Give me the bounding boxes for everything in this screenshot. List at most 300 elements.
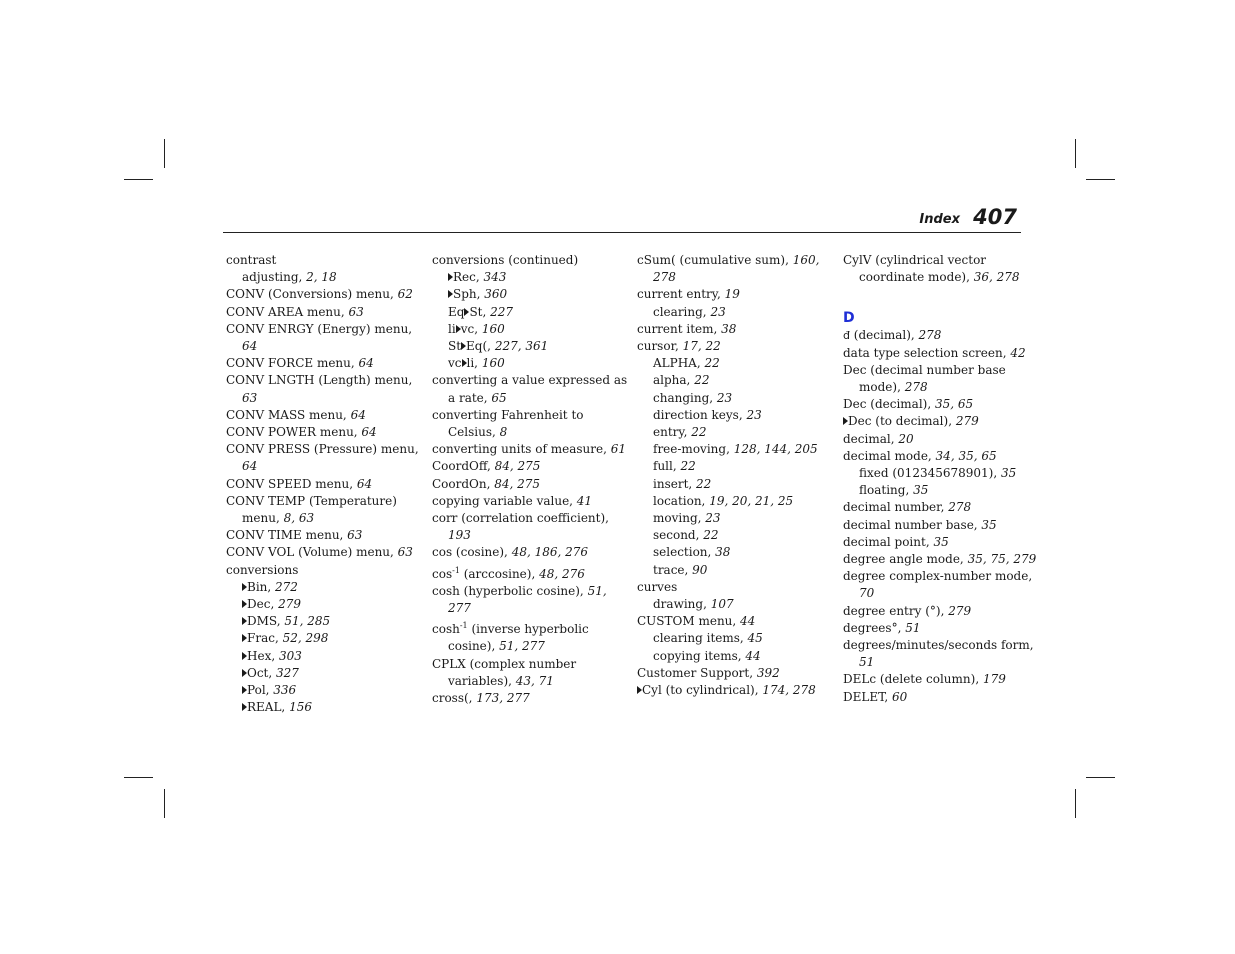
entry-term: Bin, — [247, 579, 276, 594]
page-refs: 279 — [955, 414, 979, 429]
superscript: -1 — [459, 621, 468, 631]
page-refs: 64 — [358, 356, 374, 371]
index-subentry — [432, 638, 622, 655]
index-entry — [432, 583, 622, 600]
index-entry — [637, 682, 827, 699]
index-subentry — [843, 654, 1025, 671]
entry-term: Celsius, — [448, 425, 500, 440]
page-refs: 43, 71 — [515, 673, 554, 688]
entry-prefix: li — [448, 321, 456, 336]
page-number: 407 — [973, 205, 1017, 229]
page-refs: 45 — [747, 631, 763, 646]
entry-term: full, — [653, 459, 681, 474]
page-refs: 278 — [948, 500, 972, 515]
index-entry — [432, 617, 622, 638]
index-subentry — [843, 482, 1025, 499]
index-entry — [226, 544, 416, 561]
page-refs: 35, 65 — [934, 397, 974, 412]
page-refs: 156 — [289, 700, 312, 715]
entry-term: CONV FORCE menu, — [226, 356, 359, 371]
index-subentry — [637, 355, 827, 372]
page-refs: 23 — [710, 304, 726, 319]
page-refs: 23 — [746, 407, 762, 422]
entry-term: CONV MASS menu, — [226, 407, 351, 422]
index-entry — [432, 441, 627, 458]
index-subentry — [226, 682, 416, 699]
page-refs: 23 — [705, 511, 721, 526]
index-entry — [226, 441, 419, 458]
page-refs: 336 — [273, 683, 297, 698]
entry-term: DELc (delete column), — [843, 672, 983, 687]
page-refs: 35, 75, 279 — [967, 552, 1037, 567]
page-refs: 22 — [703, 528, 719, 543]
page-refs: 63 — [242, 390, 258, 405]
entry-term: drawing, — [653, 597, 711, 612]
index-subentry — [637, 596, 827, 613]
entry-term: Cyl (to cylindrical), — [642, 683, 763, 698]
entry-term: second, — [653, 528, 704, 543]
page-refs: 35 — [981, 517, 997, 532]
page-refs: 90 — [692, 562, 708, 577]
entry-term: cursor, — [637, 339, 683, 354]
page-refs: 64 — [361, 425, 377, 440]
entry-term: cross(, — [432, 691, 477, 706]
page-refs: 8 — [499, 425, 508, 440]
entry-term: decimal point, — [843, 534, 934, 549]
crop-mark — [1075, 789, 1076, 818]
index-entry — [637, 579, 827, 596]
page-refs: 62 — [397, 287, 413, 302]
page-refs: 278 — [904, 380, 928, 395]
entry-term: converting a value expressed as — [432, 373, 628, 388]
index-entry — [843, 431, 1025, 448]
entry-term: fixed (012345678901), — [859, 466, 1001, 481]
index-entry — [226, 493, 416, 510]
entry-term: entry, — [653, 425, 692, 440]
entry-term: Frac, — [247, 631, 283, 646]
page-refs: 19 — [724, 287, 740, 302]
page-refs: 160 — [481, 321, 505, 336]
page-refs: 173, 277 — [476, 691, 530, 706]
entry-term: current item, — [637, 321, 722, 336]
page-refs: 48, 276 — [539, 566, 585, 581]
entry-term: Sph, — [453, 287, 485, 302]
entry-term: CONV SPEED menu, — [226, 476, 357, 491]
superscript: -1 — [452, 565, 460, 575]
index-entry — [843, 637, 1034, 654]
entry-term: conversions (continued) — [432, 253, 579, 267]
index-subentry — [843, 269, 1025, 286]
index-subentry — [226, 630, 416, 647]
index-subentry — [637, 510, 827, 527]
index-subentry — [226, 510, 416, 527]
index-subentry — [432, 321, 622, 338]
index-entry — [843, 345, 1025, 362]
index-subentry — [226, 648, 416, 665]
entry-term: floating, — [859, 483, 914, 498]
index-subentry — [432, 355, 622, 372]
entry-term: clearing, — [653, 304, 711, 319]
entry-term: vc, — [460, 321, 482, 336]
page-refs: 51, 277 — [499, 639, 545, 654]
index-subentry — [637, 493, 827, 510]
index-entry — [843, 551, 1037, 568]
entry-term: CONV LNGTH (Length) menu, — [226, 373, 413, 388]
entry-term: CoordOn, — [432, 476, 495, 491]
entry-term: Dec (decimal), — [843, 397, 935, 412]
index-entry — [432, 656, 622, 673]
entry-term: li, — [466, 356, 482, 371]
index-subentry — [637, 441, 827, 458]
index-entry — [843, 362, 1025, 379]
entry-term: CPLX (complex number — [432, 656, 577, 671]
entry-term: decimal, — [843, 431, 899, 446]
index-subentry — [637, 269, 827, 286]
index-entry — [637, 252, 827, 269]
entry-prefix: St — [448, 339, 462, 354]
index-entry — [432, 252, 622, 269]
entry-term: degrees/minutes/seconds form, — [843, 638, 1034, 653]
entry-prefix: cosh — [432, 622, 460, 637]
entry-term: ALPHA, — [653, 356, 705, 371]
index-entry — [432, 562, 622, 583]
page-refs: 22 — [696, 476, 712, 491]
entry-term: Hex, — [247, 648, 279, 663]
page-refs: 392 — [756, 665, 780, 680]
index-column-3 — [637, 252, 827, 699]
page-refs: 44 — [740, 614, 756, 629]
entry-term: converting Fahrenheit to — [432, 407, 584, 422]
page-refs: 64 — [350, 407, 366, 422]
entry-term: decimal number base, — [843, 517, 982, 532]
index-entry — [843, 448, 1025, 465]
index-entry — [432, 544, 622, 561]
index-entry — [843, 327, 1025, 344]
entry-term: a rate, — [448, 390, 492, 405]
index-entry — [843, 568, 1033, 585]
page-refs: 63 — [348, 304, 364, 319]
entry-term: copying items, — [653, 648, 746, 663]
page-refs: 84, 275 — [494, 476, 541, 491]
page-refs: 227 — [490, 304, 514, 319]
index-entry — [843, 396, 1025, 413]
entry-term: adjusting, — [242, 270, 307, 285]
index-entry — [432, 372, 628, 389]
page-refs: 179 — [982, 672, 1006, 687]
entry-term: CONV POWER menu, — [226, 425, 362, 440]
page-refs: 63 — [347, 528, 363, 543]
index-letter-heading: D — [843, 310, 855, 327]
page-refs: 193 — [448, 528, 471, 543]
index-entry — [226, 562, 416, 579]
entry-term: menu, — [242, 511, 284, 526]
entry-term: St, — [469, 304, 491, 319]
index-subentry — [226, 338, 416, 355]
entry-prefix: cos — [432, 566, 453, 581]
index-entry — [226, 527, 416, 544]
entry-term: corr (correlation coefficient), — [432, 511, 609, 526]
section-title: Index — [919, 212, 960, 227]
crop-mark — [124, 179, 153, 180]
index-subentry — [637, 630, 827, 647]
page-refs: 2, 18 — [306, 270, 337, 285]
entry-term: curves — [637, 579, 678, 594]
entry-term: degrees°, — [843, 620, 906, 635]
entry-term: coordinate mode), — [859, 270, 974, 285]
index-entry — [637, 665, 827, 682]
page-refs: 64 — [356, 476, 373, 491]
entry-term: Pol, — [247, 683, 274, 698]
entry-term: trace, — [653, 562, 693, 577]
index-subentry — [226, 458, 416, 475]
entry-term: CONV VOL (Volume) menu, — [226, 545, 398, 560]
entry-term: degree complex-number mode, — [843, 569, 1033, 584]
entry-prefix: vc — [448, 356, 462, 371]
page-refs: 272 — [275, 579, 298, 594]
page-refs: 22 — [680, 459, 696, 474]
index-entry — [226, 372, 416, 389]
page-refs: 35 — [933, 534, 949, 549]
page-refs: 65 — [491, 390, 507, 405]
index-entry — [637, 321, 827, 338]
entry-term: changing, — [653, 390, 717, 405]
entry-term: CONV TIME menu, — [226, 528, 348, 543]
index-subentry — [432, 424, 622, 441]
page-refs: 343 — [483, 270, 507, 285]
index-subentry — [432, 286, 622, 303]
entry-term: direction keys, — [653, 407, 747, 422]
page-refs: 8, 63 — [283, 511, 315, 526]
index-subentry — [637, 304, 827, 321]
entry-term: cosh (hyperbolic cosine), — [432, 583, 588, 598]
index-subentry — [432, 600, 622, 617]
page-refs: 277 — [448, 601, 471, 616]
entry-term: contrast — [226, 253, 277, 267]
page-refs: 61 — [610, 442, 627, 457]
page-refs: 64 — [242, 339, 258, 354]
entry-term: mode), — [859, 380, 905, 395]
page-refs: 35 — [1000, 466, 1017, 481]
entry-term: selection, — [653, 545, 716, 560]
page-refs: 51 — [859, 655, 875, 670]
crop-mark — [164, 139, 165, 168]
index-subentry — [637, 648, 827, 665]
page-refs: 38 — [715, 545, 731, 560]
crop-mark — [1086, 777, 1115, 778]
index-subentry — [843, 465, 1025, 482]
index-entry — [226, 355, 416, 372]
page-refs: 42 — [1010, 345, 1026, 360]
page-refs: 22 — [704, 356, 720, 371]
page-refs: 107 — [710, 597, 734, 612]
entry-term: insert, — [653, 476, 697, 491]
index-subentry — [432, 390, 622, 407]
page-refs: 303 — [278, 648, 302, 663]
page-refs: 160, — [792, 253, 820, 267]
index-subentry — [432, 673, 622, 690]
entry-term: alpha, — [653, 373, 695, 388]
entry-term: Dec (decimal number base — [843, 362, 1006, 377]
page-refs: 19, 20, 21, 25 — [709, 493, 794, 508]
index-entry — [843, 534, 1025, 551]
page-refs: 44 — [745, 648, 761, 663]
index-entry — [226, 252, 416, 269]
index-entry — [226, 286, 416, 303]
entry-term: CONV AREA menu, — [226, 304, 349, 319]
entry-term: CylV (cylindrical vector — [843, 253, 987, 267]
page-refs: 17, 22 — [682, 339, 721, 354]
index-subentry — [226, 613, 416, 630]
index-entry — [637, 613, 827, 630]
page-refs: 70 — [859, 586, 875, 601]
index-entry — [432, 510, 622, 527]
decimal-symbol: đ — [843, 329, 850, 343]
entry-term: Dec (to decimal), — [848, 414, 956, 429]
index-subentry — [637, 544, 827, 561]
index-subentry — [637, 390, 827, 407]
entry-term: degree angle mode, — [843, 552, 968, 567]
index-entry — [843, 689, 1025, 706]
entry-term: location, — [653, 493, 710, 508]
page-refs: 227, 361 — [494, 339, 549, 354]
entry-term: converting units of measure, — [432, 442, 611, 457]
crop-mark — [124, 777, 153, 778]
index-entry — [637, 286, 827, 303]
page-refs: 327 — [276, 665, 299, 680]
index-subentry — [637, 527, 827, 544]
index-subentry — [226, 699, 416, 716]
page-refs: 278 — [653, 270, 676, 285]
entry-term: Customer Support, — [637, 665, 757, 680]
entry-term: conversions — [226, 562, 299, 577]
crop-mark — [1075, 139, 1076, 168]
index-subentry — [843, 585, 1025, 602]
index-subentry — [637, 372, 827, 389]
page-refs: 160 — [481, 356, 505, 371]
page-refs: 34, 35, 65 — [935, 448, 997, 463]
index-subentry — [637, 562, 827, 579]
page-refs: 36, 278 — [973, 270, 1020, 285]
entry-term: clearing items, — [653, 631, 748, 646]
page-refs: 63 — [397, 545, 413, 560]
index-subentry — [432, 527, 622, 544]
entry-term: Rec, — [453, 270, 484, 285]
entry-term: data type selection screen, — [843, 345, 1011, 360]
index-entry — [843, 499, 1025, 516]
entry-term: (inverse hyperbolic — [467, 622, 589, 637]
page-refs: 22 — [694, 373, 710, 388]
page-refs: 60 — [891, 689, 908, 704]
index-entry — [226, 321, 416, 338]
page-refs: 20 — [898, 431, 914, 446]
entry-term: copying variable value, — [432, 493, 577, 508]
page-refs: 38 — [721, 321, 737, 336]
entry-term: cosine), — [448, 639, 500, 654]
page-refs: 48, 186, 276 — [511, 545, 589, 560]
page-refs: 23 — [716, 390, 733, 405]
page-refs: 360 — [484, 287, 508, 302]
entry-term: Dec, — [247, 597, 279, 612]
page-refs: 279 — [948, 603, 972, 618]
page-refs: 84, 275 — [494, 459, 541, 474]
page-refs: 51 — [905, 620, 921, 635]
page-refs: 35 — [913, 483, 929, 498]
entry-term: CONV TEMP (Temperature) — [226, 493, 397, 508]
entry-term: CONV ENRGY (Energy) menu, — [226, 321, 413, 336]
index-subentry — [637, 458, 827, 475]
entry-term: Oct, — [247, 665, 277, 680]
entry-term: CONV PRESS (Pressure) menu, — [226, 442, 419, 457]
entry-term: Eq(, — [466, 339, 495, 354]
index-entry — [843, 517, 1025, 534]
entry-term: decimal mode, — [843, 448, 936, 463]
entry-term: cSum( (cumulative sum), — [637, 253, 793, 267]
index-subentry — [226, 596, 416, 613]
index-entry — [843, 620, 1025, 637]
page-refs: 41 — [576, 493, 593, 508]
index-subentry — [226, 269, 416, 286]
index-entry — [432, 476, 622, 493]
page-refs: 64 — [242, 459, 258, 474]
crop-mark — [1086, 179, 1115, 180]
page-refs: 278 — [918, 328, 942, 343]
index-entry — [843, 252, 1025, 269]
page-refs: 279 — [278, 597, 301, 612]
index-subentry — [226, 390, 416, 407]
index-entry — [432, 493, 622, 510]
index-subentry — [226, 665, 416, 682]
entry-term: free-moving, — [653, 442, 734, 457]
entry-term: (arccosine), — [459, 566, 540, 581]
index-entry — [637, 338, 827, 355]
entry-term: DMS, — [247, 614, 285, 629]
index-entry — [843, 413, 1025, 430]
index-column-2 — [432, 252, 628, 707]
page-refs: 51, 285 — [284, 614, 331, 629]
page-refs: 128, 144, 205 — [733, 442, 818, 457]
entry-term: DELET, — [843, 689, 892, 704]
entry-term: variables), — [448, 673, 516, 688]
index-column-4 — [843, 252, 1037, 706]
page-header — [223, 203, 1021, 233]
entry-term: moving, — [653, 511, 706, 526]
page-refs: 22 — [691, 425, 707, 440]
entry-term: cos (cosine), — [432, 545, 512, 560]
entry-term: current entry, — [637, 287, 725, 302]
page-refs: 52, 298 — [282, 631, 329, 646]
index-subentry — [432, 338, 622, 355]
index-entry — [226, 407, 416, 424]
index-subentry — [637, 476, 827, 493]
index-entry — [432, 407, 622, 424]
entry-term: CONV (Conversions) menu, — [226, 287, 398, 302]
index-subentry — [637, 407, 827, 424]
entry-term: CUSTOM menu, — [637, 614, 741, 629]
index-entry — [226, 304, 416, 321]
entry-term: decimal number, — [843, 500, 949, 515]
entry-term: CoordOff, — [432, 459, 495, 474]
index-subentry — [432, 269, 622, 286]
entry-term: degree entry (°), — [843, 603, 949, 618]
page-refs: 51, — [587, 583, 607, 598]
index-entry — [432, 690, 622, 707]
index-entry — [226, 424, 416, 441]
page-refs: 174, 278 — [762, 683, 816, 698]
entry-term: (decimal), — [849, 328, 919, 343]
crop-mark — [164, 789, 165, 818]
index-subentry — [637, 424, 827, 441]
index-entry — [226, 476, 416, 493]
